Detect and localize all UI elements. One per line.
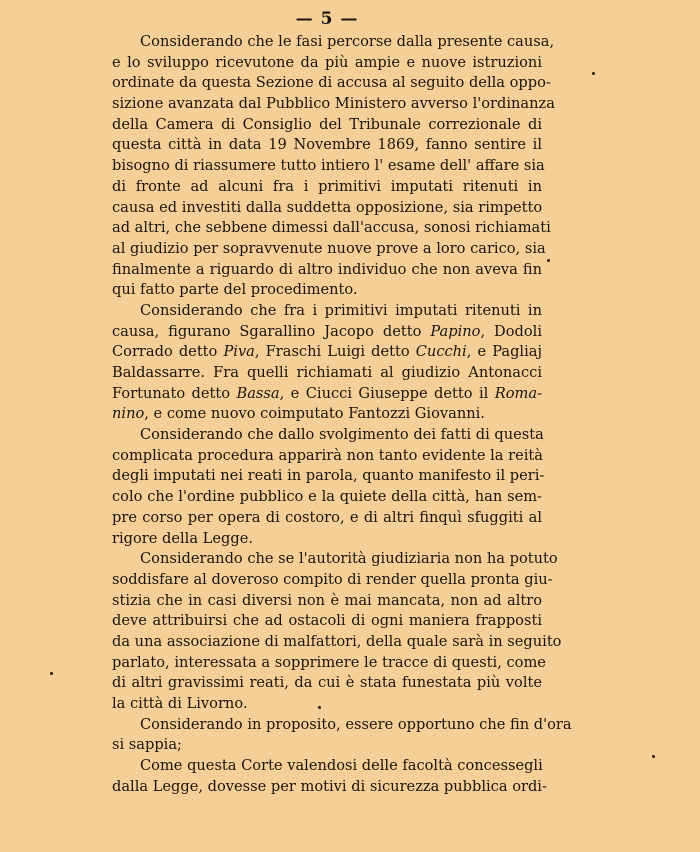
paragraph (112, 301, 542, 425)
text-line: pre corso per opera di costoro, e di altri finquì sfuggiti al (112, 508, 542, 526)
italic-name: Bassa (236, 384, 280, 402)
text-line: finalmente a riguardo di altro individuo che non aveva fin (112, 260, 542, 278)
text-line: deve attribuirsi che ad ostacoli di ogni maniera frapposti (112, 612, 542, 630)
scan-speck (318, 706, 321, 709)
text-line: degli imputati nei reati in parola, quanto manifesto il peri- (112, 467, 545, 485)
text-line: Baldassarre. Fra quelli richiamati al giudizio Antonacci (112, 364, 542, 381)
text-line: Come questa Corte valendosi delle facoltà concessegli (140, 757, 543, 775)
text-line: Fortunato detto Bassa, e Ciucci Giuseppe detto il Roma- (112, 384, 542, 402)
scan-speck (50, 672, 53, 675)
italic-name: Piva (223, 343, 255, 361)
text-line: qui fatto parte del procedimento. (112, 281, 358, 299)
text-line: causa ed investiti dalla suddetta opposizione, sia rimpetto (112, 198, 543, 216)
text-line: Considerando che fra i primitivi imputati ritenuti in (140, 301, 542, 319)
text-line: Corrado detto Piva, Fraschi Luigi detto Cucchi, e Pagliaj (112, 343, 542, 361)
text-line: nino, e come nuovo coimputato Fantozzi Giovanni. (112, 405, 485, 423)
text-line: Considerando che se l'autorità giudiziaria non ha potuto (140, 550, 558, 568)
text-line: Considerando che le fasi percorse dalla presente causa, (140, 33, 555, 50)
text-line: al giudizio per sopravvenute nuove prove a loro carico, sia (112, 239, 546, 257)
text-line: bisogno di riassumere tutto intiero l' esame dell' affare sia (112, 157, 545, 175)
text-line: soddisfare al doveroso compito di render quella pronta giu- (112, 570, 553, 588)
paragraph (112, 425, 545, 549)
text-line: questa città in data 19 Novembre 1869, fanno sentire il (112, 136, 542, 154)
scan-speck (652, 755, 655, 758)
text-line: si sappia; (112, 736, 182, 754)
text-line: stizia che in casi diversi non è mai mancata, non ad altro (112, 591, 542, 609)
italic-name: nino (112, 405, 145, 423)
text-line: da una associazione di malfattori, della quale sarà in seguito (112, 632, 562, 650)
document-page (112, 6, 572, 797)
text-line: di fronte ad alcuni fra i primitivi imputati ritenuti in (112, 177, 542, 195)
text-line: complicata procedura apparirà non tanto evidente la reità (112, 446, 543, 464)
text-line: Considerando che dallo svolgimento dei fatti di questa (140, 426, 544, 444)
text-line: di altri gravissimi reati, da cui è stata funestata più volte (112, 674, 542, 692)
text-line: parlato, interessata a sopprimere le tracce di questi, come (112, 653, 546, 671)
paragraph (112, 756, 547, 797)
scan-speck (547, 259, 550, 262)
text-line: della Camera di Consiglio del Tribunale correzionale di (112, 115, 542, 133)
italic-name: Cucchi (415, 343, 467, 361)
text-line: e lo sviluppo ricevutone da più ampie e nuove istruzioni (112, 53, 542, 71)
text-line: ad altri, che sebbene dimessi dall'accusa, sonosi richiamati (112, 219, 551, 237)
scan-speck (592, 72, 595, 75)
text-line: causa, figurano Sgarallino Jacopo detto Papino, Dodoli (112, 322, 543, 340)
paragraph (112, 715, 572, 756)
text-line: dalla Legge, dovesse per motivi di sicurezza pubblica ordi- (112, 777, 547, 795)
text-line: rigore della Legge. (112, 529, 253, 547)
document-body (112, 32, 572, 797)
text-line: la città di Livorno. (112, 695, 248, 712)
italic-name: Roma- (494, 384, 542, 402)
text-line: Considerando in proposito, essere opportuno che fin d'ora (140, 715, 572, 733)
text-line: sizione avanzata dal Pubblico Ministero avverso l'ordinanza (112, 95, 555, 113)
italic-name: Papino (430, 322, 481, 340)
text-line: ordinate da questa Sezione di accusa al seguito della oppo- (112, 74, 551, 92)
text-line: colo che l'ordine pubblico e la quiete della città, han sem- (112, 488, 542, 506)
paragraph (112, 549, 562, 715)
paragraph (112, 32, 555, 301)
page-number: — 5 — (295, 9, 359, 29)
